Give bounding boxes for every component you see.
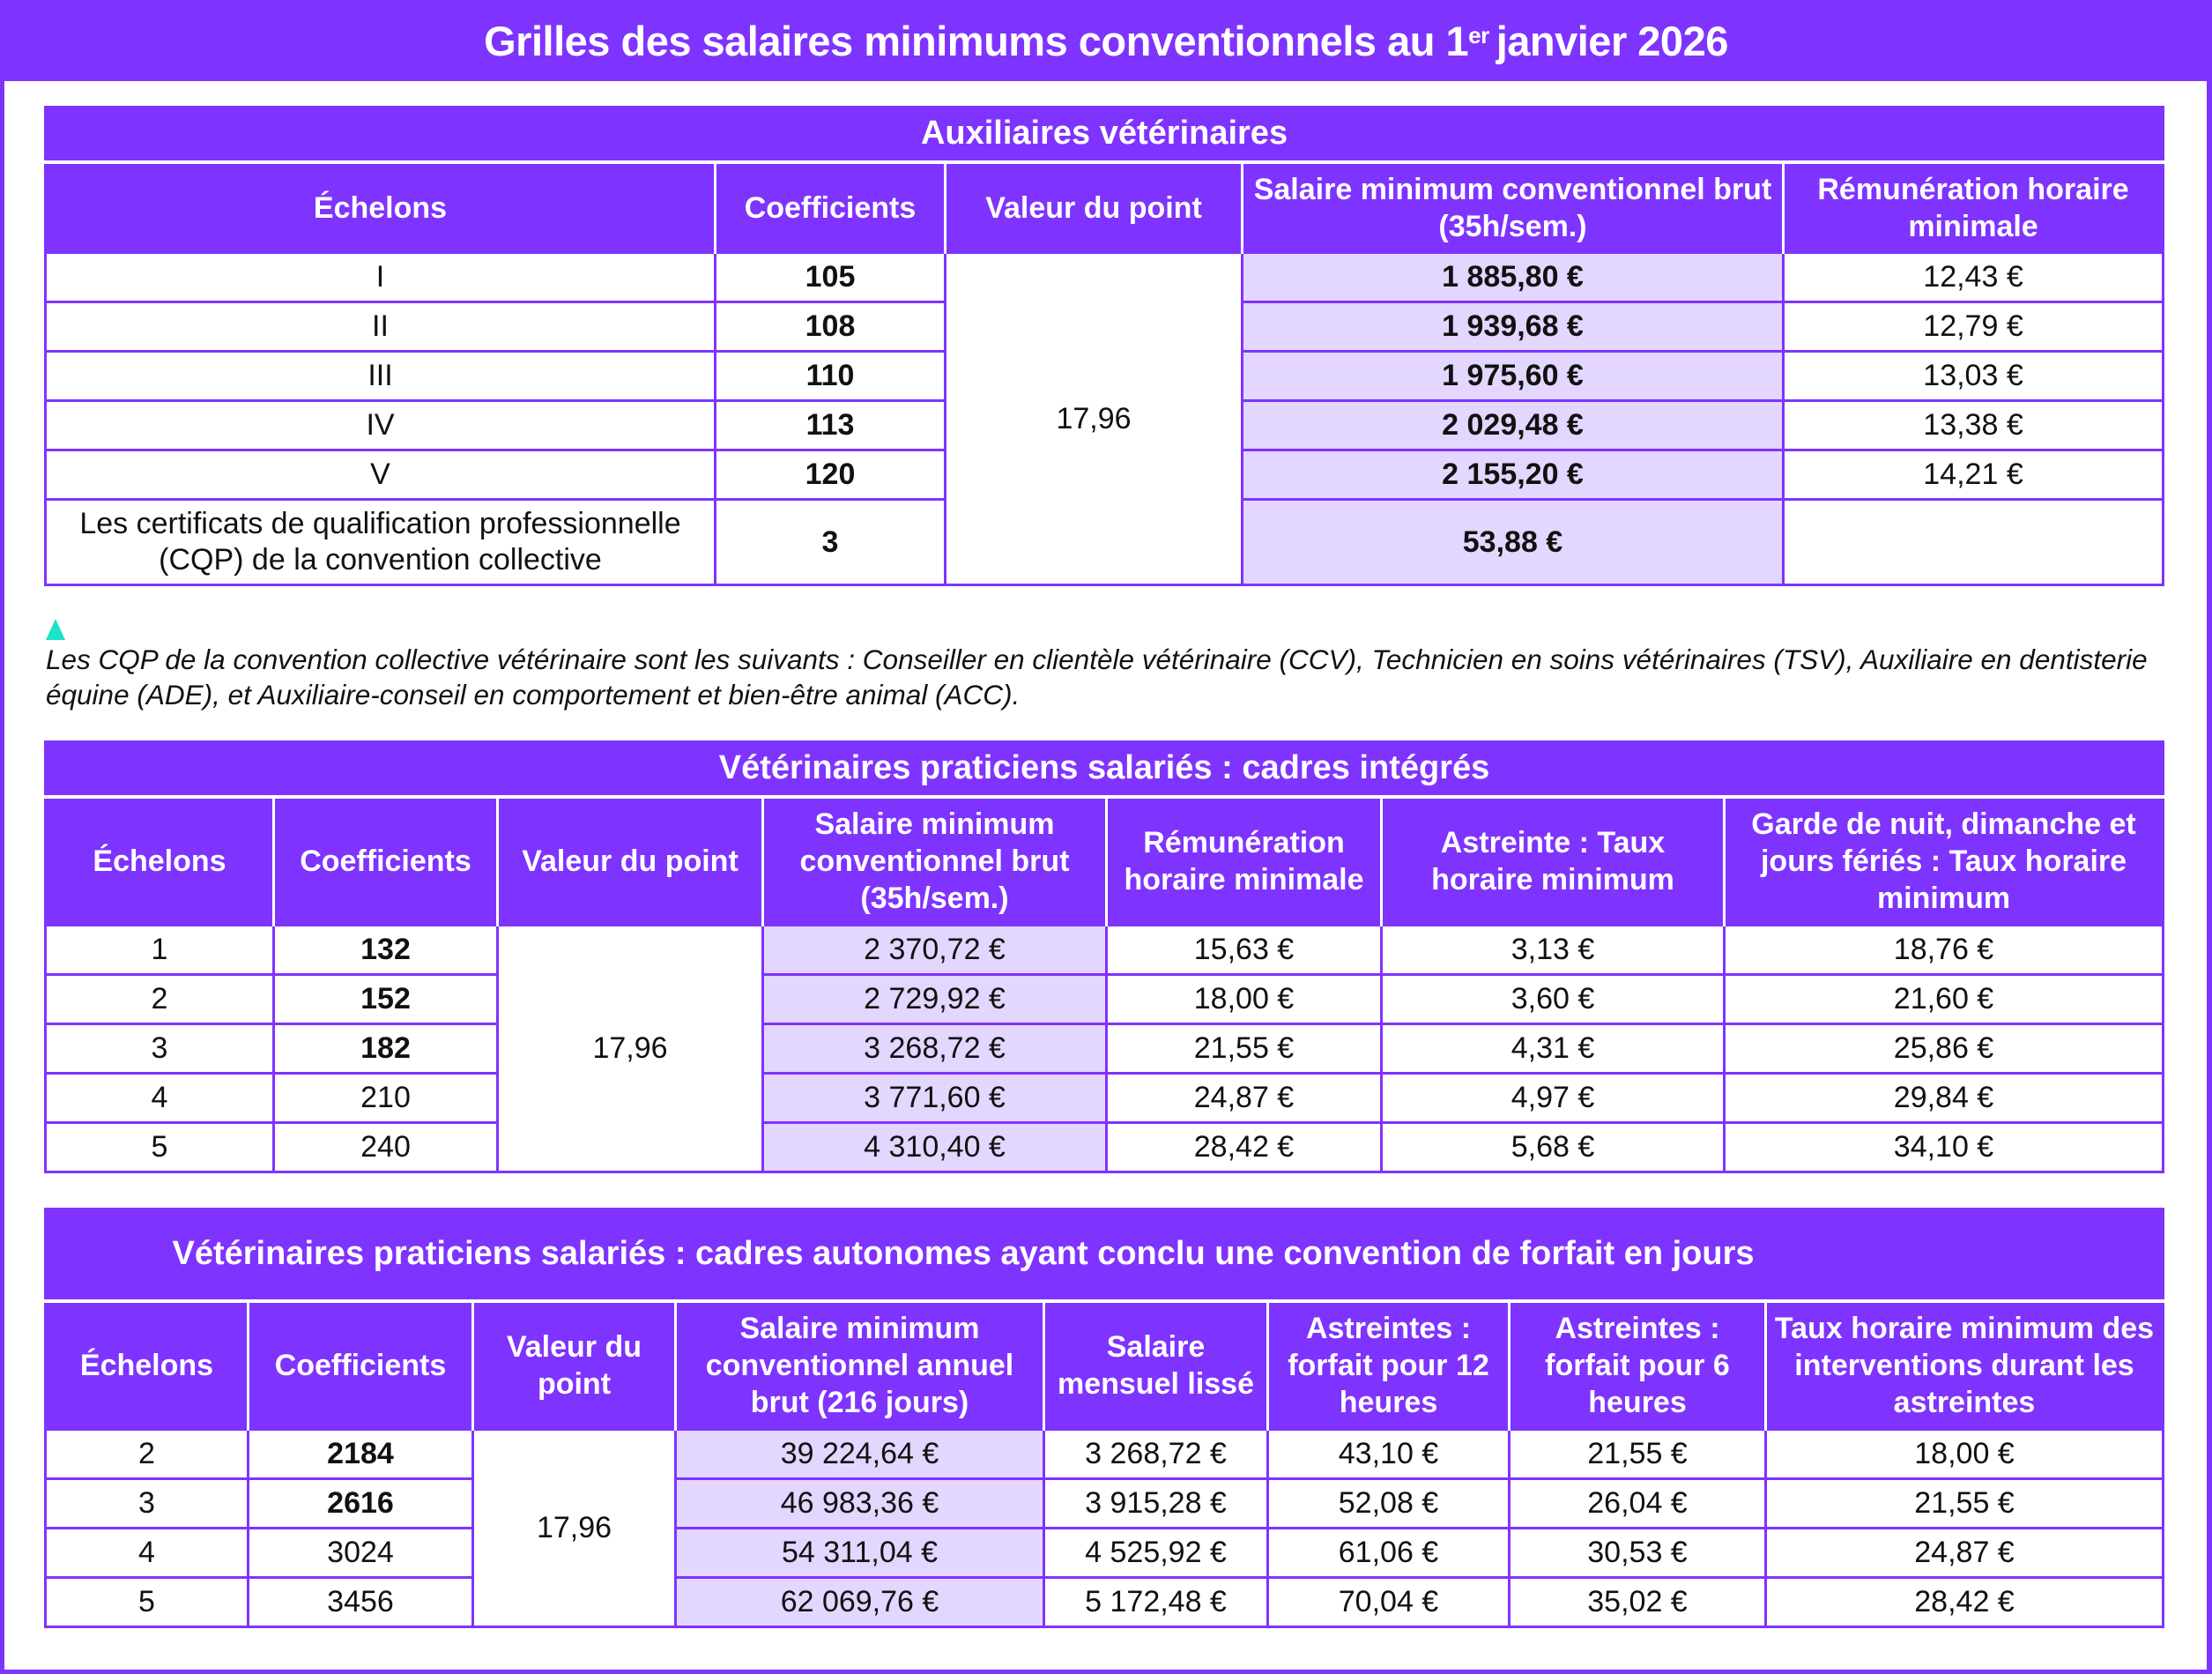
table-auxiliaires [44, 106, 2164, 586]
intervention-rate-cell: 24,87 € [1766, 1529, 2164, 1578]
flat-rate-6h-cell: 21,55 € [1510, 1430, 1766, 1479]
hourly-cell: 15,63 € [1107, 926, 1382, 975]
hourly-cell: 12,43 € [1784, 253, 2164, 302]
flat-rate-6h-cell: 35,02 € [1510, 1578, 1766, 1627]
table-row [46, 1578, 2164, 1627]
intervention-rate-cell: 18,00 € [1766, 1430, 2164, 1479]
coefficient-cell: 132 [274, 926, 498, 975]
coefficient-cell: 108 [716, 302, 946, 352]
triangle-marker-icon [46, 619, 65, 640]
salary-cell: 2 370,72 € [763, 926, 1107, 975]
table-title: Auxiliaires vétérinaires [46, 106, 2164, 162]
column-header: Garde de nuit, dimanche et jours fériés : Taux horaire minimum [1725, 797, 2164, 926]
on-call-rate-cell: 4,97 € [1382, 1074, 1725, 1123]
table-row [46, 1074, 2164, 1123]
hourly-cell: 24,87 € [1107, 1074, 1382, 1123]
point-value-cell: 17,96 [498, 926, 763, 1172]
coefficient-cell: 3 [716, 500, 946, 585]
salary-cell: 1 939,68 € [1243, 302, 1784, 352]
column-header: Taux horaire minimum des interventions durant les astreintes [1766, 1301, 2164, 1430]
column-header: Rémunération horaire minimale [1107, 797, 1382, 926]
point-value-cell: 17,96 [473, 1430, 676, 1627]
flat-rate-12h-cell: 52,08 € [1268, 1479, 1510, 1529]
on-call-rate-cell: 4,31 € [1382, 1024, 1725, 1074]
column-header: Coefficients [716, 162, 946, 253]
table-row [46, 1123, 2164, 1172]
night-shift-rate-cell: 21,60 € [1725, 975, 2164, 1024]
echelon-cell: III [46, 352, 716, 401]
hourly-cell [1784, 500, 2164, 585]
column-header: Échelons [46, 1301, 249, 1430]
monthly-salary-cell: 5 172,48 € [1044, 1578, 1268, 1627]
column-header: Salaire minimum conventionnel brut (35h/sem.) [1243, 162, 1784, 253]
column-header: Valeur du point [946, 162, 1243, 253]
column-header: Échelons [46, 162, 716, 253]
table-row [46, 926, 2164, 975]
table-cadres-autonomes [44, 1208, 2164, 1628]
salary-cell: 3 771,60 € [763, 1074, 1107, 1123]
hourly-cell: 13,38 € [1784, 401, 2164, 450]
table-row [46, 253, 2164, 302]
page-title-sup: er [1468, 22, 1489, 48]
monthly-salary-cell: 3 268,72 € [1044, 1430, 1268, 1479]
coefficient-cell: 105 [716, 253, 946, 302]
column-header: Échelons [46, 797, 274, 926]
flat-rate-12h-cell: 70,04 € [1268, 1578, 1510, 1627]
annual-salary-cell: 62 069,76 € [676, 1578, 1044, 1627]
echelon-cell: 2 [46, 975, 274, 1024]
column-header: Astreintes : forfait pour 12 heures [1268, 1301, 1510, 1430]
echelon-cell: Les certificats de qualification professionnelle (CQP) de la convention collective [46, 500, 716, 585]
coefficient-cell: 110 [716, 352, 946, 401]
salary-cell: 2 029,48 € [1243, 401, 1784, 450]
coefficient-cell: 2184 [249, 1430, 473, 1479]
night-shift-rate-cell: 34,10 € [1725, 1123, 2164, 1172]
hourly-cell: 21,55 € [1107, 1024, 1382, 1074]
echelon-cell: 2 [46, 1430, 249, 1479]
intervention-rate-cell: 21,55 € [1766, 1479, 2164, 1529]
column-header: Salaire mensuel lissé [1044, 1301, 1268, 1430]
echelon-cell: 1 [46, 926, 274, 975]
hourly-cell: 12,79 € [1784, 302, 2164, 352]
table-row [46, 1430, 2164, 1479]
salary-cell: 1 885,80 € [1243, 253, 1784, 302]
echelon-cell: I [46, 253, 716, 302]
coefficient-cell: 113 [716, 401, 946, 450]
night-shift-rate-cell: 29,84 € [1725, 1074, 2164, 1123]
page-title-suffix: janvier 2026 [1496, 17, 1728, 64]
coefficient-cell: 210 [274, 1074, 498, 1123]
coefficient-cell: 3024 [249, 1529, 473, 1578]
flat-rate-6h-cell: 26,04 € [1510, 1479, 1766, 1529]
cqp-note: Les CQP de la convention collective vétérinaire sont les suivants : Conseiller en clientèle vétérinaire (CCV), Technicien en soins vétérinaires (TSV), Auxiliaire en dentisterie équine (ADE), et Auxiliaire-conseil en comportement et bien-être animal (ACC). [46, 644, 2148, 711]
on-call-rate-cell: 3,60 € [1382, 975, 1725, 1024]
salary-cell: 3 268,72 € [763, 1024, 1107, 1074]
night-shift-rate-cell: 25,86 € [1725, 1024, 2164, 1074]
column-header: Astreintes : forfait pour 6 heures [1510, 1301, 1766, 1430]
hourly-cell: 28,42 € [1107, 1123, 1382, 1172]
hourly-cell: 13,03 € [1784, 352, 2164, 401]
salary-cell: 4 310,40 € [763, 1123, 1107, 1172]
table-row [46, 975, 2164, 1024]
table-title: Vétérinaires praticiens salariés : cadres intégrés [46, 740, 2164, 797]
page-title [0, 0, 2212, 81]
table-cadres-integres [44, 740, 2164, 1173]
coefficient-cell: 182 [274, 1024, 498, 1074]
column-header: Valeur du point [473, 1301, 676, 1430]
coefficient-cell: 240 [274, 1123, 498, 1172]
on-call-rate-cell: 5,68 € [1382, 1123, 1725, 1172]
on-call-rate-cell: 3,13 € [1382, 926, 1725, 975]
column-header: Valeur du point [498, 797, 763, 926]
table-row [46, 1529, 2164, 1578]
flat-rate-6h-cell: 30,53 € [1510, 1529, 1766, 1578]
coefficient-cell: 3456 [249, 1578, 473, 1627]
table-row [46, 1479, 2164, 1529]
column-header: Rémunération horaire minimale [1784, 162, 2164, 253]
annual-salary-cell: 54 311,04 € [676, 1529, 1044, 1578]
salary-cell: 1 975,60 € [1243, 352, 1784, 401]
coefficient-cell: 152 [274, 975, 498, 1024]
intervention-rate-cell: 28,42 € [1766, 1578, 2164, 1627]
column-header: Coefficients [274, 797, 498, 926]
hourly-cell: 18,00 € [1107, 975, 1382, 1024]
hourly-cell: 14,21 € [1784, 450, 2164, 500]
annual-salary-cell: 46 983,36 € [676, 1479, 1044, 1529]
monthly-salary-cell: 4 525,92 € [1044, 1529, 1268, 1578]
salary-cell: 2 729,92 € [763, 975, 1107, 1024]
echelon-cell: 4 [46, 1074, 274, 1123]
echelon-cell: 4 [46, 1529, 249, 1578]
column-header: Coefficients [249, 1301, 473, 1430]
echelon-cell: V [46, 450, 716, 500]
page-title-prefix: Grilles des salaires minimums conventionnels au 1 [484, 17, 1469, 64]
echelon-cell: 5 [46, 1123, 274, 1172]
salary-cell: 2 155,20 € [1243, 450, 1784, 500]
annual-salary-cell: 39 224,64 € [676, 1430, 1044, 1479]
point-value-cell: 17,96 [946, 253, 1243, 585]
flat-rate-12h-cell: 43,10 € [1268, 1430, 1510, 1479]
salary-cell: 53,88 € [1243, 500, 1784, 585]
echelon-cell: IV [46, 401, 716, 450]
coefficient-cell: 120 [716, 450, 946, 500]
flat-rate-12h-cell: 61,06 € [1268, 1529, 1510, 1578]
echelon-cell: 5 [46, 1578, 249, 1627]
column-header: Astreinte : Taux horaire minimum [1382, 797, 1725, 926]
echelon-cell: 3 [46, 1479, 249, 1529]
column-header: Salaire minimum conventionnel brut (35h/sem.) [763, 797, 1107, 926]
echelon-cell: 3 [46, 1024, 274, 1074]
echelon-cell: II [46, 302, 716, 352]
night-shift-rate-cell: 18,76 € [1725, 926, 2164, 975]
coefficient-cell: 2616 [249, 1479, 473, 1529]
table-title: Vétérinaires praticiens salariés : cadres autonomes ayant conclu une convention de forfait en jours [46, 1208, 2164, 1301]
column-header: Salaire minimum conventionnel annuel brut (216 jours) [676, 1301, 1044, 1430]
monthly-salary-cell: 3 915,28 € [1044, 1479, 1268, 1529]
table-row [46, 1024, 2164, 1074]
